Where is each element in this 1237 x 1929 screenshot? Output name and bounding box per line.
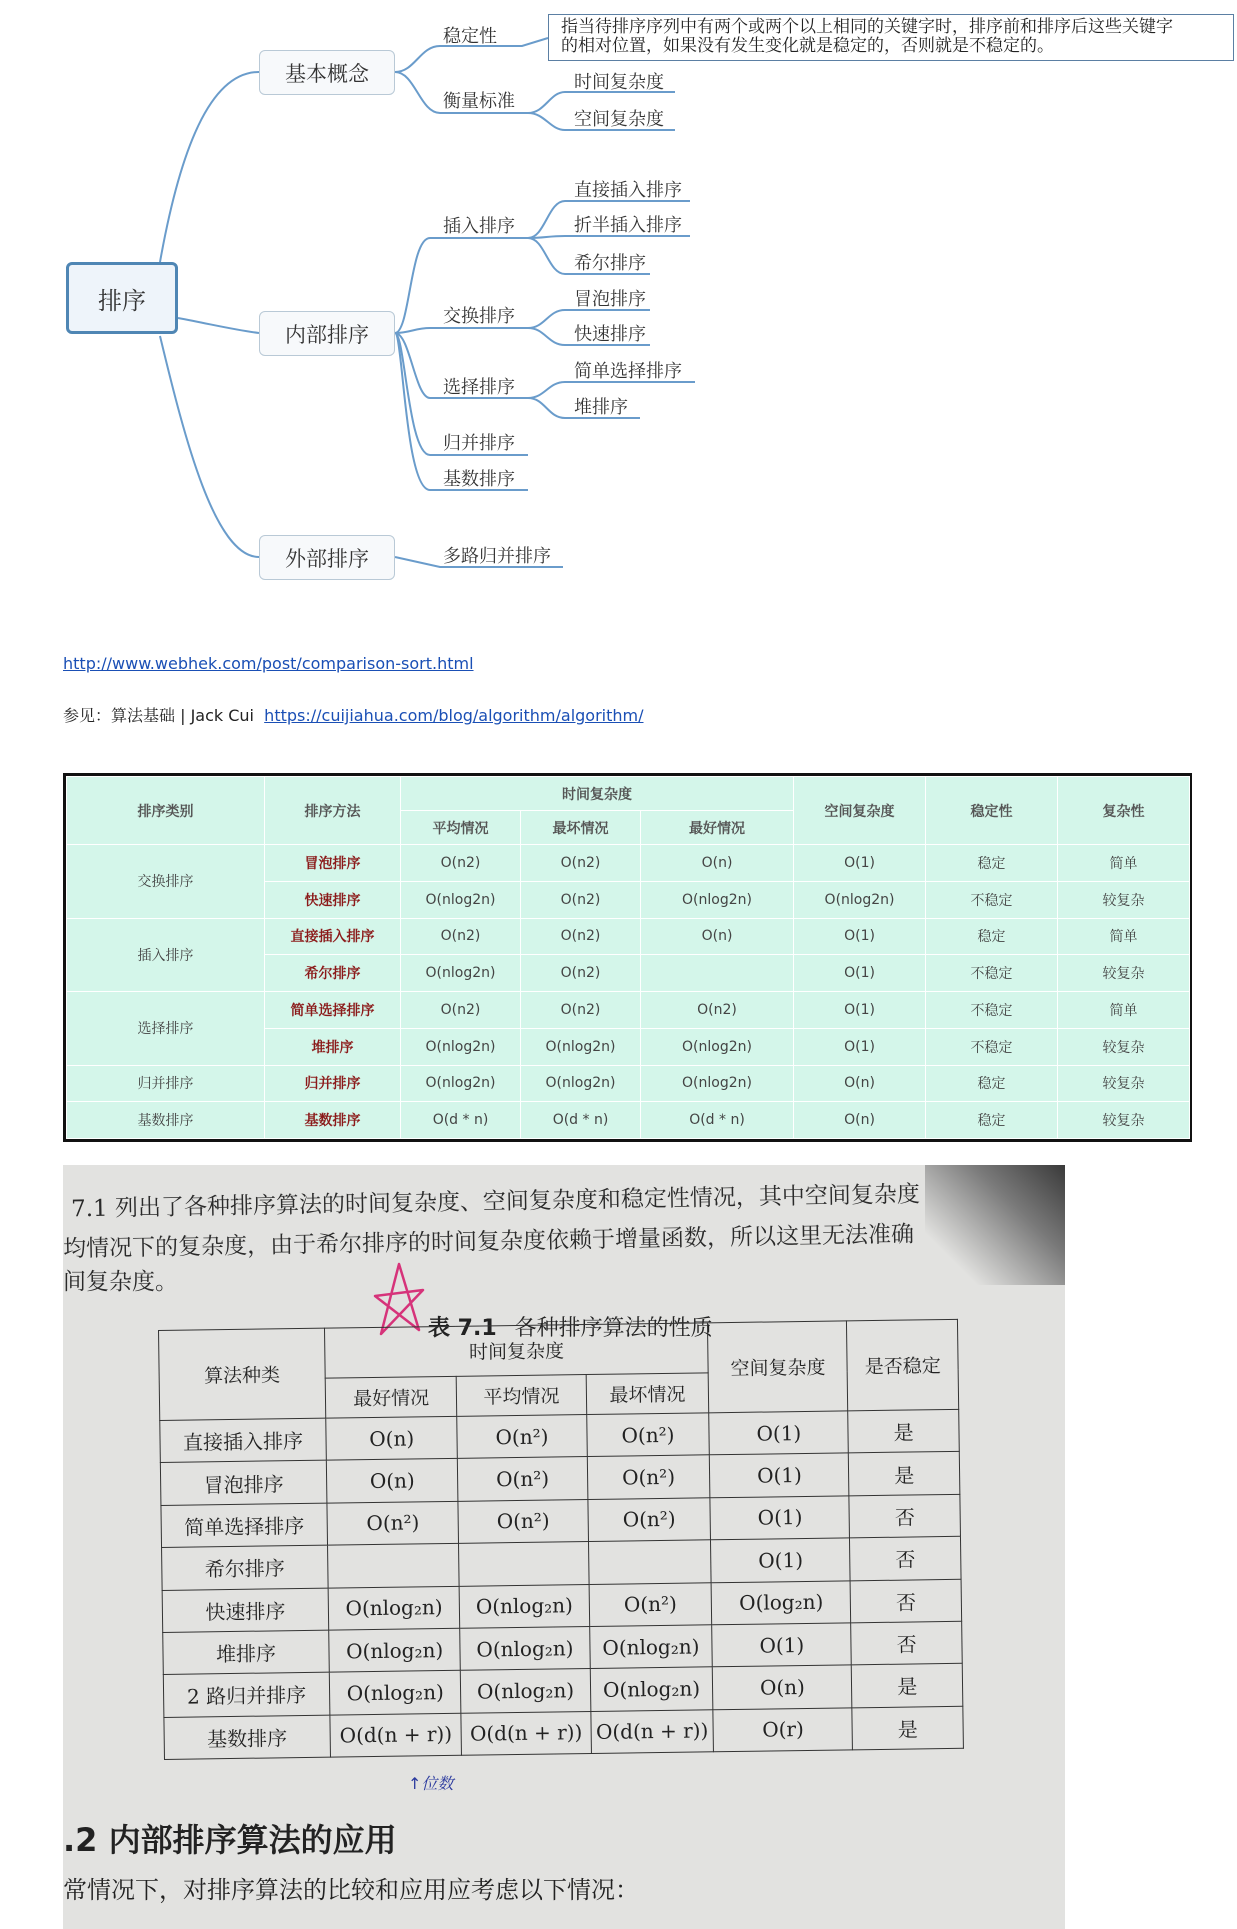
leaf-heap-sort: 堆排序 (574, 397, 628, 418)
best-cell: O(nlog₂n) (329, 1671, 461, 1715)
stable-cell: 是 (849, 1452, 960, 1496)
alg-name: 简单选择排序 (161, 1503, 328, 1548)
worst-cell: O(n2) (521, 955, 641, 992)
avg-cell: O(n²) (458, 1457, 588, 1501)
stable-cell: 否 (850, 1536, 961, 1580)
group-cell: 归并排序 (67, 1065, 265, 1102)
stable-cell: 稳定 (926, 1102, 1058, 1139)
photo-header-worst: 最坏情况 (586, 1373, 709, 1415)
space-cell: O(1) (794, 955, 926, 992)
worst-cell: O(d(n + r)) (590, 1709, 714, 1753)
photo-header-avg: 平均情况 (457, 1375, 587, 1417)
link-webhek[interactable]: http://www.webhek.com/post/comparison-sort.html (63, 654, 474, 673)
reference-prefix: 参见：算法基础 | Jack Cui (63, 706, 254, 725)
space-cell: O(1) (794, 918, 926, 955)
alg-name: 基数排序 (164, 1715, 331, 1760)
complex-cell: 较复杂 (1058, 1065, 1190, 1102)
best-cell: O(nlog₂n) (329, 1628, 461, 1672)
alg-name: 堆排序 (163, 1630, 330, 1675)
stable-cell: 是 (852, 1664, 963, 1708)
method-cell: 简单选择排序 (265, 992, 401, 1029)
best-cell (641, 955, 794, 992)
photo-header-best: 最好情况 (325, 1376, 457, 1418)
best-cell: O(nlog₂n) (328, 1586, 460, 1630)
section-heading: .2 内部排序算法的应用 (63, 1821, 397, 1859)
complex-cell: 较复杂 (1058, 1028, 1190, 1065)
node-internal-sort: 内部排序 (259, 311, 395, 356)
stability-note (548, 14, 1234, 61)
stable-cell: 是 (852, 1706, 963, 1750)
avg-cell: O(n²) (457, 1415, 587, 1459)
space-cell: O(1) (711, 1538, 850, 1582)
leaf-exchange-sort: 交换排序 (443, 306, 515, 327)
leaf-measure: 衡量标准 (443, 91, 515, 112)
pen-annotation: ↑位数 (408, 1774, 454, 1793)
stability-note-line1: 指当待排序序列中有两个或两个以上相同的关键字时，排序前和排序后这些关键字 (561, 17, 1173, 37)
node-external-sort: 外部排序 (259, 535, 395, 580)
worst-cell: O(n2) (521, 881, 641, 918)
table-caption-number: 表 7.1 (428, 1316, 497, 1341)
table-row (67, 1065, 1190, 1102)
leaf-stability: 稳定性 (443, 26, 497, 47)
method-cell: 堆排序 (265, 1028, 401, 1065)
header-complexity: 复杂性 (1058, 777, 1190, 845)
worst-cell: O(n²) (587, 1455, 711, 1499)
leaf-direct-insert: 直接插入排序 (574, 180, 682, 201)
space-cell: O(1) (794, 845, 926, 882)
textbook-table (158, 1319, 964, 1760)
stability-note-line2: 的相对位置，如果没有发生变化就是稳定的，否则就是不稳定的。 (561, 36, 1054, 56)
worst-cell: O(nlog₂n) (590, 1667, 714, 1711)
method-cell: 直接插入排序 (265, 918, 401, 955)
best-cell (327, 1543, 459, 1587)
avg-cell: O(d(n + r)) (461, 1711, 591, 1755)
space-cell: O(1) (709, 1411, 848, 1455)
photo-header-stable: 是否稳定 (847, 1319, 959, 1411)
space-cell: O(r) (713, 1707, 852, 1751)
header-space: 空间复杂度 (794, 777, 926, 845)
alg-name: 冒泡排序 (160, 1461, 327, 1506)
header-best: 最好情况 (641, 811, 794, 845)
best-cell: O(n) (641, 845, 794, 882)
photo-text-line2: 均情况下的复杂度，由于希尔排序的时间复杂度依赖于增量函数，所以这里无法准确 (63, 1221, 915, 1263)
space-cell: O(1) (794, 992, 926, 1029)
stable-cell: 不稳定 (926, 1028, 1058, 1065)
stable-cell: 稳定 (926, 918, 1058, 955)
table-caption-title: 各种排序算法的性质 (514, 1316, 713, 1341)
worst-cell: O(d * n) (521, 1102, 641, 1139)
header-stability: 稳定性 (926, 777, 1058, 845)
header-avg: 平均情况 (401, 811, 521, 845)
best-cell: O(n) (641, 918, 794, 955)
complex-cell: 较复杂 (1058, 955, 1190, 992)
stable-cell: 否 (851, 1621, 962, 1665)
method-cell: 冒泡排序 (265, 845, 401, 882)
space-cell: O(n) (794, 1102, 926, 1139)
avg-cell: O(n2) (401, 918, 521, 955)
alg-name: 2 路归并排序 (163, 1672, 330, 1717)
worst-cell: O(n2) (521, 845, 641, 882)
avg-cell: O(nlog₂n) (460, 1584, 590, 1628)
table-row (67, 992, 1190, 1029)
alg-name: 直接插入排序 (160, 1418, 327, 1463)
worst-cell: O(nlog2n) (521, 1028, 641, 1065)
stable-cell: 否 (849, 1494, 960, 1538)
avg-cell: O(nlog2n) (401, 881, 521, 918)
header-category: 排序类别 (67, 777, 265, 845)
photo-header-space: 空间复杂度 (708, 1321, 848, 1413)
worst-cell: O(n2) (521, 918, 641, 955)
textbook-photo (63, 1165, 1065, 1929)
space-cell: O(1) (710, 1453, 849, 1497)
space-cell: O(log₂n) (712, 1580, 851, 1624)
leaf-bubble-sort: 冒泡排序 (574, 289, 646, 310)
complex-cell: 较复杂 (1058, 881, 1190, 918)
leaf-space-complexity: 空间复杂度 (574, 109, 664, 130)
best-cell: O(d(n + r)) (330, 1713, 462, 1757)
stable-cell: 不稳定 (926, 955, 1058, 992)
worst-cell: O(n²) (587, 1498, 711, 1542)
leaf-select-sort: 选择排序 (443, 377, 515, 398)
complex-cell: 较复杂 (1058, 1102, 1190, 1139)
avg-cell: O(nlog2n) (401, 955, 521, 992)
best-cell: O(nlog2n) (641, 881, 794, 918)
leaf-multiway-merge: 多路归并排序 (443, 546, 551, 567)
alg-name: 希尔排序 (162, 1545, 329, 1590)
best-cell: O(n) (326, 1416, 458, 1460)
space-cell: O(1) (712, 1623, 851, 1667)
group-cell: 基数排序 (67, 1102, 265, 1139)
avg-cell: O(nlog₂n) (460, 1626, 590, 1670)
alg-name: 快速排序 (162, 1588, 329, 1633)
space-cell: O(nlog2n) (794, 881, 926, 918)
worst-cell: O(n2) (521, 992, 641, 1029)
method-cell: 希尔排序 (265, 955, 401, 992)
section-text: 常情况下，对排序算法的比较和应用应考虑以下情况： (63, 1876, 639, 1904)
method-cell: 归并排序 (265, 1065, 401, 1102)
group-cell: 交换排序 (67, 845, 265, 919)
complex-cell: 简单 (1058, 992, 1190, 1029)
group-cell: 选择排序 (67, 992, 265, 1066)
space-cell: O(1) (794, 1028, 926, 1065)
method-cell: 基数排序 (265, 1102, 401, 1139)
space-cell: O(n) (713, 1665, 852, 1709)
worst-cell: O(nlog2n) (521, 1065, 641, 1102)
leaf-simple-select: 简单选择排序 (574, 361, 682, 382)
header-worst: 最坏情况 (521, 811, 641, 845)
reference-line (63, 703, 644, 726)
avg-cell: O(nlog2n) (401, 1028, 521, 1065)
node-basic-concept: 基本概念 (259, 50, 395, 95)
table-row (67, 918, 1190, 955)
stable-cell: 稳定 (926, 845, 1058, 882)
avg-cell: O(nlog₂n) (461, 1669, 591, 1713)
leaf-insert-sort: 插入排序 (443, 216, 515, 237)
avg-cell: O(d * n) (401, 1102, 521, 1139)
avg-cell: O(n²) (458, 1499, 588, 1543)
best-cell: O(nlog2n) (641, 1028, 794, 1065)
photo-text-line1: 7.1 列出了各种排序算法的时间复杂度、空间复杂度和稳定性情况，其中空间复杂度 (70, 1181, 921, 1223)
worst-cell (588, 1540, 712, 1584)
leaf-time-complexity: 时间复杂度 (574, 72, 664, 93)
best-cell: O(n²) (327, 1501, 459, 1545)
complexity-table (63, 773, 1192, 1142)
table-row (67, 845, 1190, 882)
leaf-binary-insert: 折半插入排序 (574, 215, 682, 236)
header-time: 时间复杂度 (401, 777, 794, 811)
photo-header-alg: 算法种类 (159, 1328, 326, 1420)
best-cell: O(n2) (641, 992, 794, 1029)
worst-cell: O(n²) (589, 1582, 713, 1626)
leaf-shell-sort: 希尔排序 (574, 253, 646, 274)
best-cell: O(nlog2n) (641, 1065, 794, 1102)
stable-cell: 否 (850, 1579, 961, 1623)
stable-cell: 不稳定 (926, 881, 1058, 918)
worst-cell: O(nlog₂n) (589, 1625, 713, 1669)
stable-cell: 不稳定 (926, 992, 1058, 1029)
complex-cell: 简单 (1058, 845, 1190, 882)
avg-cell: O(n2) (401, 845, 521, 882)
leaf-merge-sort: 归并排序 (443, 433, 515, 454)
stable-cell: 稳定 (926, 1065, 1058, 1102)
leaf-quick-sort: 快速排序 (574, 324, 646, 345)
complex-cell: 简单 (1058, 918, 1190, 955)
avg-cell: O(n2) (401, 992, 521, 1029)
link-cuijiahua[interactable]: https://cuijiahua.com/blog/algorithm/algorithm/ (264, 706, 644, 725)
avg-cell (459, 1542, 589, 1586)
best-cell: O(n) (326, 1459, 458, 1503)
mindmap-root: 排序 (66, 262, 178, 334)
header-method: 排序方法 (265, 777, 401, 845)
space-cell: O(n) (794, 1065, 926, 1102)
best-cell: O(d * n) (641, 1102, 794, 1139)
table-row (67, 1102, 1190, 1139)
method-cell: 快速排序 (265, 881, 401, 918)
stable-cell: 是 (848, 1409, 959, 1453)
avg-cell: O(nlog2n) (401, 1065, 521, 1102)
space-cell: O(1) (710, 1496, 849, 1540)
leaf-radix-sort: 基数排序 (443, 469, 515, 490)
photo-text-line3: 间复杂度。 (63, 1269, 178, 1295)
photo-shadow (925, 1165, 1065, 1285)
photo-header-time: 时间复杂度 (324, 1323, 708, 1378)
group-cell: 插入排序 (67, 918, 265, 992)
worst-cell: O(n²) (586, 1413, 710, 1457)
